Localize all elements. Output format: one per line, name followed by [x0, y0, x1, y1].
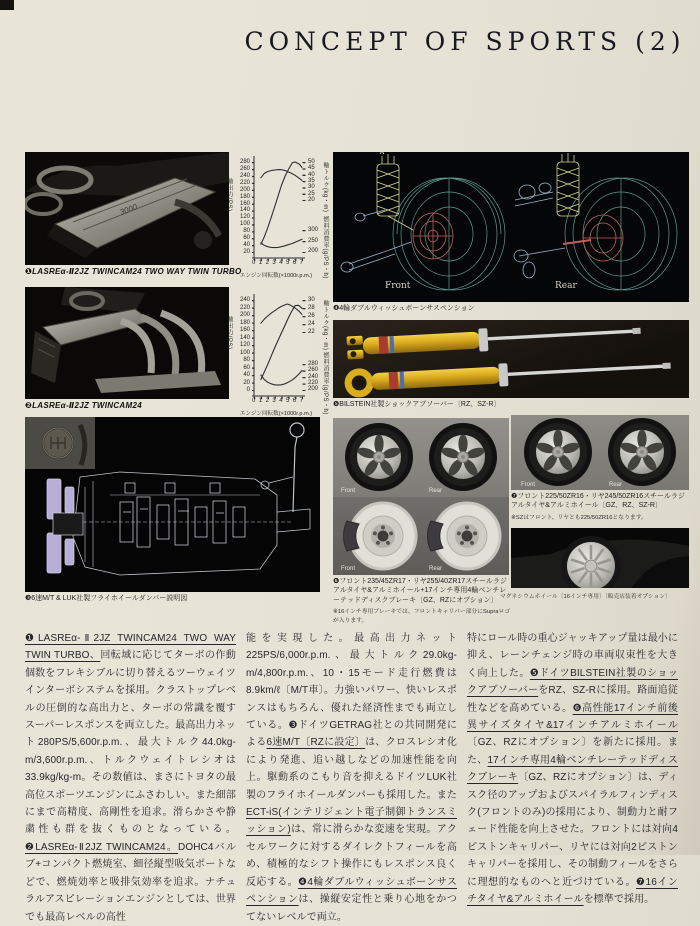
- graph2-left-ticks: 240 220 200 180 160 140 120 100 80 60 40 20 0: [239, 297, 250, 393]
- caption-tires17: ❻フロント235/45ZR17・リヤ255/40ZR17スチールラジアルタイヤ&アルミホイール+17インチ専用4輪ベンチレーテッドディスクブレーキ〔GZ、RZにオプション〕: [333, 578, 507, 604]
- engine-photo-twin-turbo: [25, 152, 229, 265]
- graph2-ylabel-torque: 軸トルク(kg・m): [322, 300, 328, 351]
- suspension-rear-label: Rear: [555, 281, 577, 291]
- graph1-ylabel-fuel: 燃料消費率(g/PS・h): [322, 216, 328, 279]
- caption-engine1: ❶LASREα-Ⅱ2JZ TWINCAM24 TWO WAY TWIN TURBO: [25, 267, 242, 276]
- suspension-front-label: Front: [385, 281, 411, 291]
- graph1-xlabel: エンジン回転数(×1000r.p.m.): [239, 273, 313, 279]
- magwheel-illustration: [511, 528, 689, 588]
- transmission-diagram: [25, 417, 320, 592]
- tires16-photo: [511, 415, 689, 490]
- caption-tires17-block: [333, 577, 511, 624]
- graph2-fuel-ticks: 280 260 240 220 200: [308, 361, 319, 392]
- transmission-line-art: [25, 417, 320, 592]
- graph2-xlabel: エンジン回転数(×1000r.p.m.): [239, 411, 313, 417]
- suspension-wireframe: [333, 152, 689, 302]
- performance-graph-na: [226, 288, 326, 438]
- graph1-left-ticks: 280 260 240 220 200 180 160 140 120 100 80 60 40 20: [239, 159, 250, 255]
- discs-photo: [333, 497, 509, 575]
- engine-illustration-2: [25, 287, 229, 399]
- graph1-ylabel-torque: 軸トルク(kg・m): [322, 162, 328, 213]
- tires16-front-label: Front: [521, 482, 536, 488]
- discs-illustration: [333, 497, 509, 575]
- engine-illustration: [25, 152, 229, 265]
- performance-graph-turbo: [226, 150, 326, 300]
- graph2-xticks: 0 1 2 3 4 5 6 7: [252, 398, 303, 404]
- graph1-fuel-ticks: 300 250 200: [308, 227, 319, 254]
- tires16-illustration: [511, 415, 689, 490]
- graph2-ylabel-fuel: 燃料消費率(g/PS・h): [322, 352, 328, 415]
- discs-front-label: Front: [341, 566, 356, 572]
- graph2-torque-ticks: 30 28 26 24 22: [308, 297, 315, 335]
- caption-tires16-block: [511, 492, 689, 521]
- graph1-plot: [252, 154, 306, 266]
- page-title: CONCEPT OF SPORTS (2): [244, 27, 686, 56]
- tires17-photo: [333, 418, 509, 497]
- magwheel-photo: [511, 528, 689, 588]
- suspension-diagram: [333, 152, 689, 302]
- tires16-rear-label: Rear: [609, 482, 623, 488]
- caption-engine2: ❷LASREα-Ⅱ2JZ TWINCAM24: [25, 401, 142, 410]
- caption-transmission: ❸6速M/T & LUK社製フライホイールダンパー説明図: [25, 595, 188, 602]
- graph2-plot: [252, 292, 306, 404]
- engine-photo-na: [25, 287, 229, 399]
- caption-tires16: ❼フロント225/50ZR16・リヤ245/50ZR16スチールラジアルタイヤ&アルミホイール〔GZ、RZ、SZ-R〕: [511, 493, 685, 510]
- shocks-photo: [333, 320, 689, 398]
- engine-badge-text: 3000: [118, 202, 139, 217]
- shocks-illustration: [333, 320, 689, 398]
- graph1-torque-ticks: 50 45 40 35 30 25 20: [308, 159, 315, 203]
- tires17-rear-label: Rear: [429, 488, 443, 494]
- discs-rear-label: Rear: [429, 566, 443, 572]
- body-column-1: ❶LASREα-Ⅱ2JZ TWINCAM24 TWO WAY TWIN TURBO、回転域に応じてターボの作動個数をフレキシブルに切り替えるツーウェイツインターボシステムを採用。クラストップレベルの圧倒的な高出力と、ターボの常識を覆すスーパーレスポンスを両立した。最高出力ネット280PS/5,600r.p.m.、最大トルク44.0kg-m/3,600r.p.m.、トルクウェイトレシオは33.9kg/kg-m。その数値は、まさにトヨタの最高位スポーツエンジンにふさわしい。また細部にまで高精度、高剛性を追求。滑らかさや静粛性も群を抜くものとなっている。❷LASREα-Ⅱ2JZ TWINCAM24。DOHC4バルブ+コンパクト燃焼室、細径縦型吸気ポートなどで、燃焼効率と吸排気効率を追求。ナチュラルアスピレーションエンジンとしては、世界でも最高レベルの高性: [25, 633, 236, 923]
- caption-tires16-note: ※SZはフロント、リヤとも225/50ZR16となります。: [511, 514, 647, 521]
- caption-magwheel: マグネシウムホイール〔16インチ専用〕〔販売店装着オプション〕: [500, 594, 671, 600]
- graph1-ylabel-left: 軸出力(PS): [226, 178, 232, 212]
- body-column-3: 特にロール時の重心ジャッキアップ量は最小に抑え、レーンチェンジ時の車両収束性を大きく向上した。❺ドイツBILSTEIN社製のショックアブソーバーをRZ、SZ-Rに採用。路面追従性などを高めている。❻高性能17インチ前後異サイズタイヤ&17インチアルミホイール〔GZ、RZにオプション〕を新たに採用。また、17インチ専用4輪ベンチレーテッドディスクブレーキ〔GZ、RZにオプション〕は、ディスク径のアップおよびスパイラルフィンディスク(フロントのみ)の採用により、制動力と耐フェード性能を向上させた。フロントには対向4ピストンキャリパー、リヤには対向2ピストンキャリパーを採用し、その制動フィールをさらに理想的なものへと近づけている。❼16インチタイヤ&アルミホイールを標準で採用。: [467, 633, 679, 906]
- tires17-illustration: [333, 418, 509, 497]
- graph2-ylabel-left: 軸出力(PS): [226, 316, 232, 350]
- tires17-front-label: Front: [341, 488, 356, 494]
- scan-corner-mark: [0, 0, 14, 10]
- caption-shocks: ❺BILSTEIN社製ショックアブソーバー〔RZ、SZ-R〕: [333, 401, 501, 408]
- graph1-xticks: 0 1 2 3 4 5 6 7: [252, 260, 303, 266]
- caption-suspension: ❹4輪ダブルウィッシュボーンサスペンション: [333, 305, 475, 312]
- body-column-2: 能を実現した。最高出力ネット225PS/6,000r.p.m.、最大トルク29.0kg-m/4,800r.p.m.、10・15モード走行燃費は8.9km/ℓ〔M/T車〕。力強いパワー、快いレスポンスはもちろん、優れた経済性までも両立している。❸ドイツGETRAG社との共同開発による6速M/T〔RZに設定〕は、クロスレシオ化により発進、追い越しなどの加速性能を向上。駆動系のこもり音を抑えるドイツLUK社製のフライホイールダンパーも採用した。またECT-iS(インテリジェント電子制御トランスミッション)は、常に滑らかな変速を実現。アクセルワークに対するダイレクトフィールを高め、積極的なシフト操作にもレスポンス良く反応する。❹4輪ダブルウィッシュボーンサスペンションは、操縦安定性と乗り心地をかつてないレベルで両立。: [246, 633, 458, 923]
- caption-tires17-note: ※16インチ専用ブレーキでは、フロントキャリパー部分にSupraロゴが入ります。: [333, 609, 511, 625]
